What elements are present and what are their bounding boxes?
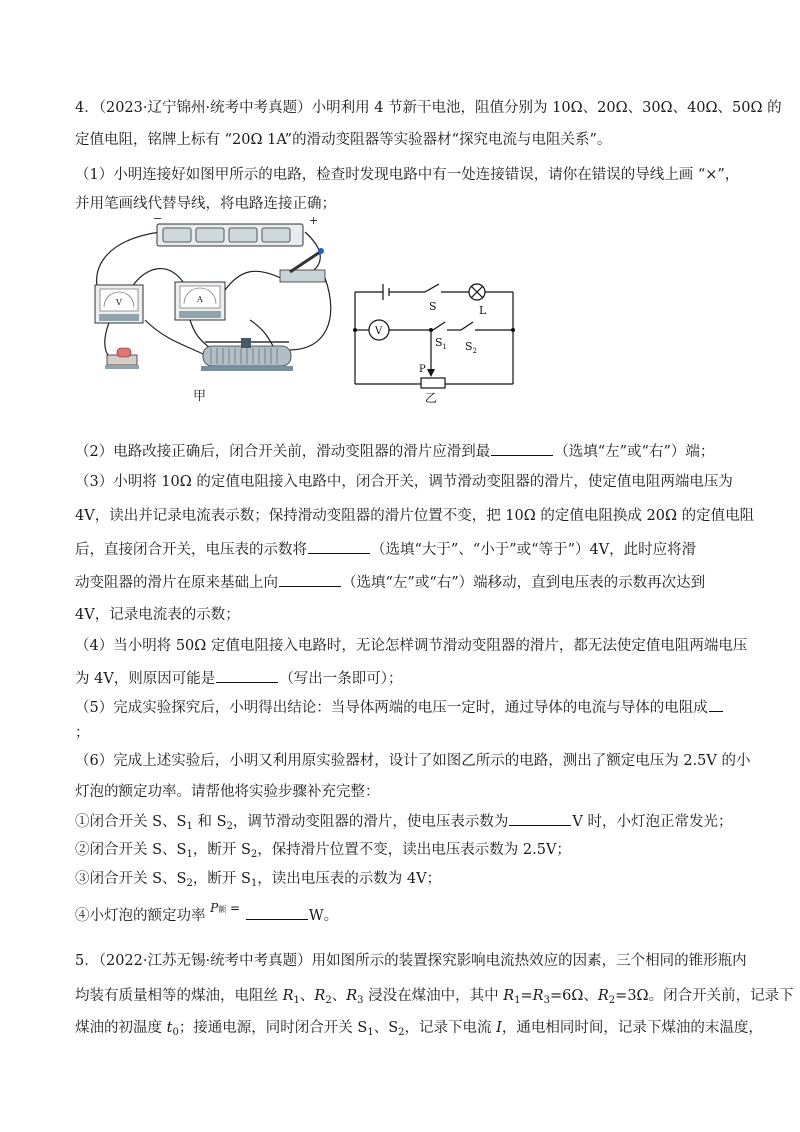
answer-blank-6b[interactable] [246, 905, 308, 920]
rated-power-symbol: P额 = [210, 901, 241, 915]
answer-blank-3b[interactable] [279, 572, 341, 587]
answer-blank-6a[interactable] [509, 811, 571, 826]
answer-blank-4[interactable] [216, 668, 278, 683]
q4-step3: ③闭合开关 S、$S_2$，断开 $S_1$，读出电压表的示数为 4V； [75, 871, 442, 889]
q4-part4-b: 为 4V，则原因可能是 （写出一条即可）； [75, 668, 403, 689]
label-switch-s2: $S_2$ [465, 340, 478, 355]
ammeter-label: A [197, 295, 203, 304]
answer-blank-5[interactable] [709, 697, 723, 712]
ammeter-device [175, 282, 225, 320]
figure-yi-circuit [345, 280, 525, 405]
label-voltmeter-v: V [375, 326, 383, 337]
q4-line-1 [75, 98, 782, 118]
q5-number: 5． [75, 953, 99, 969]
answer-blank-3a[interactable] [308, 539, 370, 554]
answer-blank-2[interactable] [491, 441, 553, 456]
q4-part2: （2）电路改接正确后，闭合开关前，滑动变阻器的滑片应滑到最 （选填“左”或“右”）端； [75, 441, 714, 462]
q4-line-2: 定值电阻，铭牌上标有 “20Ω 1A”的滑动变阻器等实验器材“探究电流与电阻关系”。 [75, 132, 612, 148]
q4-part6-a: （6）完成上述实验后，小明又利用原实验器材，设计了如图乙所示的电路，测出了额定电压为 2.5V 的小 [75, 753, 751, 769]
q4-part3-d: 动变阻器的滑片在原来基础上向 （选填“左”或“右”）端移动，直到电压表的示数再次达到 [75, 572, 705, 593]
q4-source: （2023·辽宁锦州·统考中考真题） [98, 100, 312, 116]
q4-step1: ①闭合开关 S、$S_1$ 和 $S_2$，调节滑动变阻器的滑片，使电压表示数为 V 时，小灯泡正常发光； [75, 811, 732, 837]
label-slider-p: P [419, 364, 426, 375]
q5-line-1: 5．（2022·江苏无锡·统考中考真题）用如图所示的装置探究影响电流热效应的因素，三个相同的锥形瓶内 [75, 953, 747, 969]
q4-part5-b: ； [75, 725, 90, 741]
figure-jia-caption: 甲 [193, 389, 207, 404]
q4-part3-e: 4V，记录电流表的示数； [75, 607, 240, 623]
q4-part5-a: （5）完成实验探究后，小明得出结论：当导体两端的电压一定时，通过导体的电流与导体的电阻成 [75, 697, 724, 718]
q5-source: （2022·江苏无锡·统考中考真题） [98, 953, 312, 969]
q4-part6-b: 灯泡的额定功率。请帮他将实验步骤补充完整： [75, 784, 380, 800]
figure-yi-caption: 乙 [425, 391, 438, 405]
q4-intro: 小明利用 4 节新干电池，阻值分别为 10Ω、20Ω、30Ω、40Ω、50Ω 的 [311, 100, 782, 116]
battery-minus-label: − [153, 212, 163, 225]
battery-plus-label: + [309, 214, 319, 227]
fixed-resistor [105, 348, 139, 369]
q5-line-3: 煤油的初温度 $t_0$；接通电源，同时闭合开关 $S_1$、$S_2$，记录下电流 I，通电相同时间，记录下煤油的末温度， [75, 1020, 763, 1038]
label-switch-s: S [429, 300, 437, 313]
q4-part3-c: 后，直接闭合开关，电压表的示数将 （选填“大于”、“小于”或“等于”）4V，此时应将滑 [75, 539, 696, 560]
q4-part3-b: 4V，读出并记录电流表示数；保持滑动变阻器的滑片位置不变，把 10Ω 的定值电阻换成 20Ω 的定值电阻 [75, 508, 755, 524]
voltmeter-device [95, 285, 143, 323]
voltmeter-label: V [116, 298, 122, 307]
q4-step2: ②闭合开关 S、$S_1$，断开 $S_2$，保持滑片位置不变，读出电压表示数为 2.5V； [75, 842, 571, 860]
q4-part1-line-a: （1）小明连接好如图甲所示的电路，检查时发现电路中有一处连接错误，请你在错误的导线上画 “×”， [75, 167, 740, 183]
q4-part4-a: （4）当小明将 50Ω 定值电阻接入电路时，无论怎样调节滑动变阻器的滑片，都无法使定值电阻两端电压 [75, 638, 748, 654]
figure-jia-apparatus [75, 210, 335, 410]
q4-part3-a: （3）小明将 10Ω 的定值电阻接入电路中，闭合开关，调节滑动变阻器的滑片，使定值电阻两端电压为 [75, 474, 733, 490]
battery-pack [153, 212, 318, 246]
q4-number: 4． [75, 100, 99, 116]
sliding-rheostat [201, 338, 293, 371]
label-lamp-l: L [479, 304, 487, 317]
q4-step4: ④小灯泡的额定功率 P额 = W。 [75, 905, 338, 928]
q4-part1-line-b: 并用笔画线代替导线，将电路连接正确； [75, 196, 336, 212]
q5-line-2: 均装有质量相等的煤油，电阻丝 $R_1$、$R_2$、$R_3$ 浸没在煤油中，其中 $R_1=R_3=6\Omega$、$R_2=3\Omega$。闭合开关前，记录下 [75, 988, 794, 1006]
label-switch-s1: $S_1$ [435, 336, 448, 351]
